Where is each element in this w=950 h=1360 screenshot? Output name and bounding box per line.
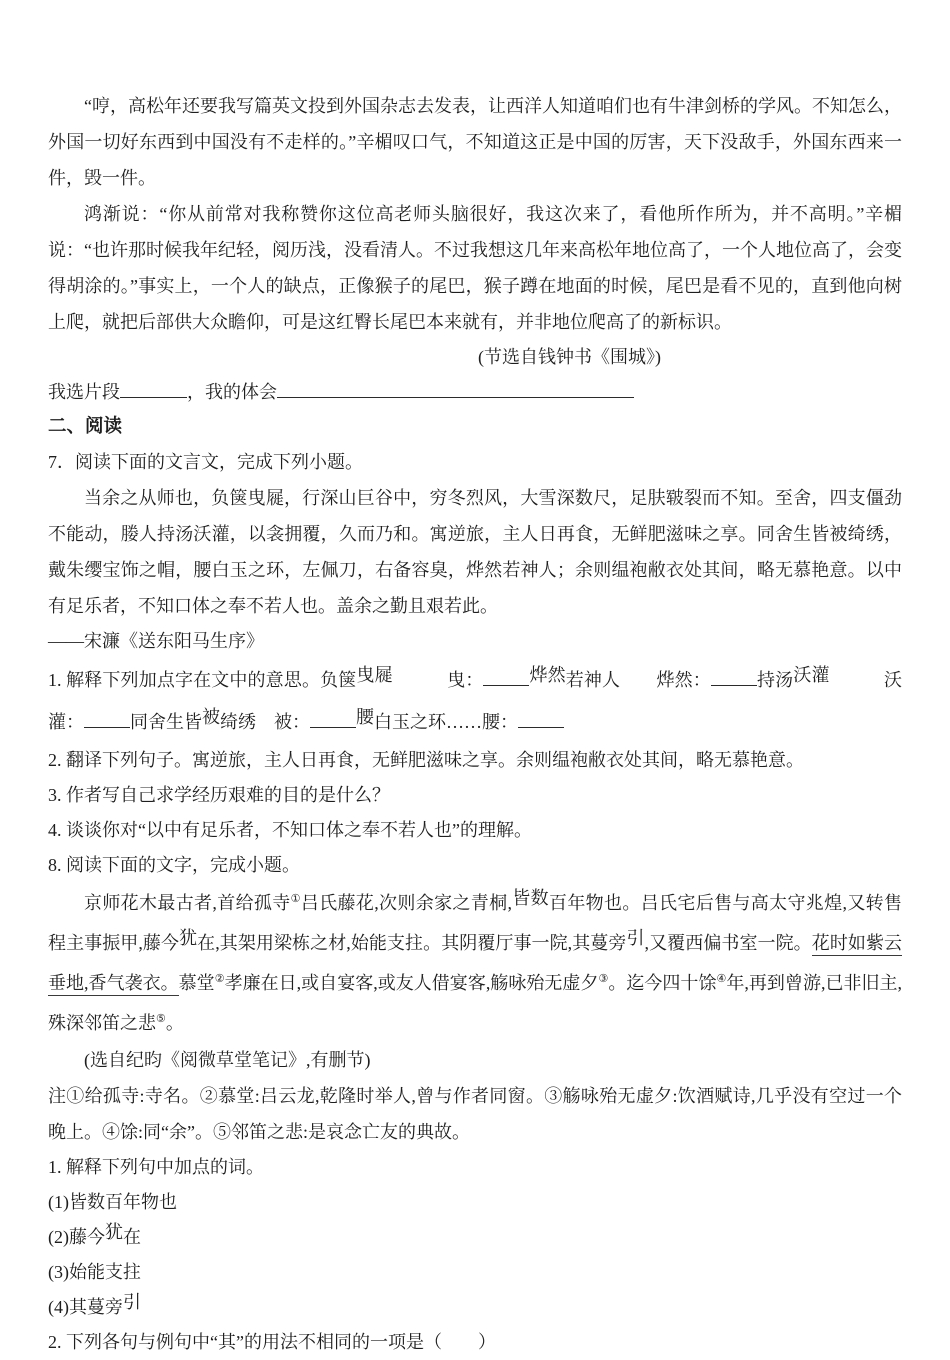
blank-line — [711, 671, 757, 686]
blank-line — [518, 713, 564, 728]
q7-sub-question-4: 4. 谈谈你对“以中有足乐者，不知口体之奉不若人也”的理解。 — [48, 820, 532, 840]
text-run: 曳： — [392, 670, 484, 690]
text-run: 。 — [165, 1013, 184, 1033]
text-run: 白玉之环……腰： — [374, 712, 518, 732]
text-run: 持汤 — [756, 670, 794, 690]
weicheng-paragraph-1: “哼，高松年还要我写篇英文投到外国杂志去发表，让西洋人知道咱们也有牛津剑桥的学风。不知怎么，外国一切好东西到中国没有不走样的。”辛楣叹口气，不知道这正是中国的厉害，天下没敌手，外国东西来一件，毁一件。 — [48, 96, 902, 188]
text-run: 慕堂 — [178, 973, 215, 993]
text-run: 吕氏藤花,次则余家之青桐, — [300, 893, 512, 913]
text-run: 腰 — [356, 707, 374, 727]
footnote-marker: ⑤ — [156, 1013, 166, 1025]
text-run: 皆数 — [511, 888, 549, 908]
text-run: 百年物也。吕氏宅后售与高太守兆煌,又转售程主事振甲,藤今 — [48, 893, 903, 953]
text-run: 沃灌 — [793, 665, 830, 685]
q8-notes: 注①给孤寺:寺名。②慕堂:吕云龙,乾隆时举人,曾与作者同窗。③觞咏殆无虚夕:饮酒赋诗,几乎没有空过一个晚上。④馀:同“余”。⑤邻笛之悲:是哀念亡友的典故。 — [48, 1086, 902, 1142]
footnote-marker: ② — [214, 973, 225, 985]
text-run: (4)其蔓旁 — [48, 1297, 123, 1317]
text-run: 犹 — [105, 1222, 123, 1242]
text-run: ,又覆西偏书室一院。 — [644, 933, 812, 953]
blank-line — [310, 713, 356, 728]
text-run: 烨然 — [529, 665, 566, 685]
text-run: 我选片段 — [48, 382, 120, 402]
text-run: 在 — [123, 1227, 141, 1247]
text-run: 绮绣 被： — [220, 712, 310, 732]
q7-sub-question-2: 2. 翻译下列句子。寓逆旅，主人日再食，无鲜肥滋味之享。余则缊袍敝衣处其间，略无慕艳意。 — [48, 750, 804, 770]
text-run: ，我的体会 — [187, 382, 277, 402]
q8-item-1: (1)皆数百年物也 — [48, 1192, 177, 1212]
text-run: 犹 — [179, 928, 198, 948]
text-run: 若神人 烨然： — [565, 670, 711, 690]
text-run: 花时如紫云垂地,香气袭衣。 — [48, 933, 902, 996]
q8-sub-question-2: 2. 下列各句与例句中“其”的用法不相同的一项是（ ） — [48, 1332, 496, 1352]
weicheng-attribution: (节选自钱钟书《围城》) — [478, 347, 661, 367]
text-run: 曳屣 — [356, 665, 393, 685]
q8-sub-question-1: 1. 解释下列句中加点的词。 — [48, 1157, 264, 1177]
q8-source: (选自纪昀《阅微草堂笔记》,有删节) — [84, 1050, 371, 1070]
q7-source: ——宋濂《送东阳马生序》 — [48, 631, 264, 651]
q8-passage — [48, 883, 902, 1043]
blank-line — [277, 383, 634, 398]
text-run: (2)藤今 — [48, 1227, 105, 1247]
q8-item-2 — [48, 1220, 902, 1255]
text-run: 引 — [123, 1292, 141, 1312]
text-run: 孝廉在日,或自宴客,或友人借宴客,觞咏殆无虚夕 — [224, 973, 599, 993]
q7-sub-question-1 — [48, 659, 902, 743]
q7-passage: 当余之从师也，负箧曳屣，行深山巨谷中，穷冬烈风，大雪深数尺，足肤皲裂而不知。至舍，四支僵劲不能动，媵人持汤沃灌，以衾拥覆，久而乃和。寓逆旅，主人日再食，无鲜肥滋味之享。同舍生皆被绮绣，戴朱缨宝饰之帽，腰白玉之环，左佩刀，右备容臭，烨然若神人；余则缊袍敝衣处其间，略无慕艳意。以中有足乐者，不知口体之奉不若人也。盖余之勤且艰若此。 — [48, 488, 902, 616]
weicheng-paragraph-2: 鸿渐说：“你从前常对我称赞你这位高老师头脑很好，我这次来了，看他所作所为，并不高明。”辛楣说：“也许那时候我年纪轻，阅历浅，没看清人。不过我想这几年来高松年地位高了，一个人地位高了，会变得胡涂的。”事实上，一个人的缺点，正像猴子的尾巴，猴子蹲在地面的时候，尾巴是看不见的，直到他向树上爬，就把后部供大众瞻仰，可是这红臀长尾巴本来就有，并非地位爬高了的新标识。 — [48, 204, 902, 332]
text-run: 。迄今四十馀 — [608, 973, 717, 993]
footnote-marker: ① — [290, 893, 301, 905]
q8-item-4 — [48, 1290, 902, 1325]
text-run: 同舍生皆 — [130, 712, 202, 732]
fill-in-line — [48, 375, 902, 410]
footnote-marker: ④ — [716, 973, 727, 985]
q7-intro: 7．阅读下面的文言文，完成下列小题。 — [48, 452, 363, 472]
blank-line — [84, 713, 130, 728]
q8-item-3: (3)始能支拄 — [48, 1262, 141, 1282]
text-run: 年,再到曾游,已非旧主,殊深邻笛之悲 — [48, 973, 903, 1033]
section-2-heading: 二、阅读 — [48, 417, 123, 437]
text-run: 1. 解释下列加点字在文中的意思。负箧 — [48, 670, 357, 690]
text-run: 在,其架用梁栋之材,始能支拄。其阴覆厅事一院,其蔓旁 — [197, 933, 627, 953]
blank-line — [120, 383, 187, 398]
blank-line — [483, 671, 529, 686]
text-run: 被 — [202, 707, 220, 727]
footnote-marker: ③ — [598, 973, 609, 985]
text-run: 沃灌： — [48, 670, 903, 732]
q7-sub-question-3: 3. 作者写自己求学经历艰难的目的是什么？ — [48, 785, 390, 805]
text-run: 京师花木最古者,首给孤寺 — [84, 893, 291, 913]
q8-intro: 8. 阅读下面的文字，完成小题。 — [48, 855, 300, 875]
text-run: 引 — [626, 928, 645, 948]
